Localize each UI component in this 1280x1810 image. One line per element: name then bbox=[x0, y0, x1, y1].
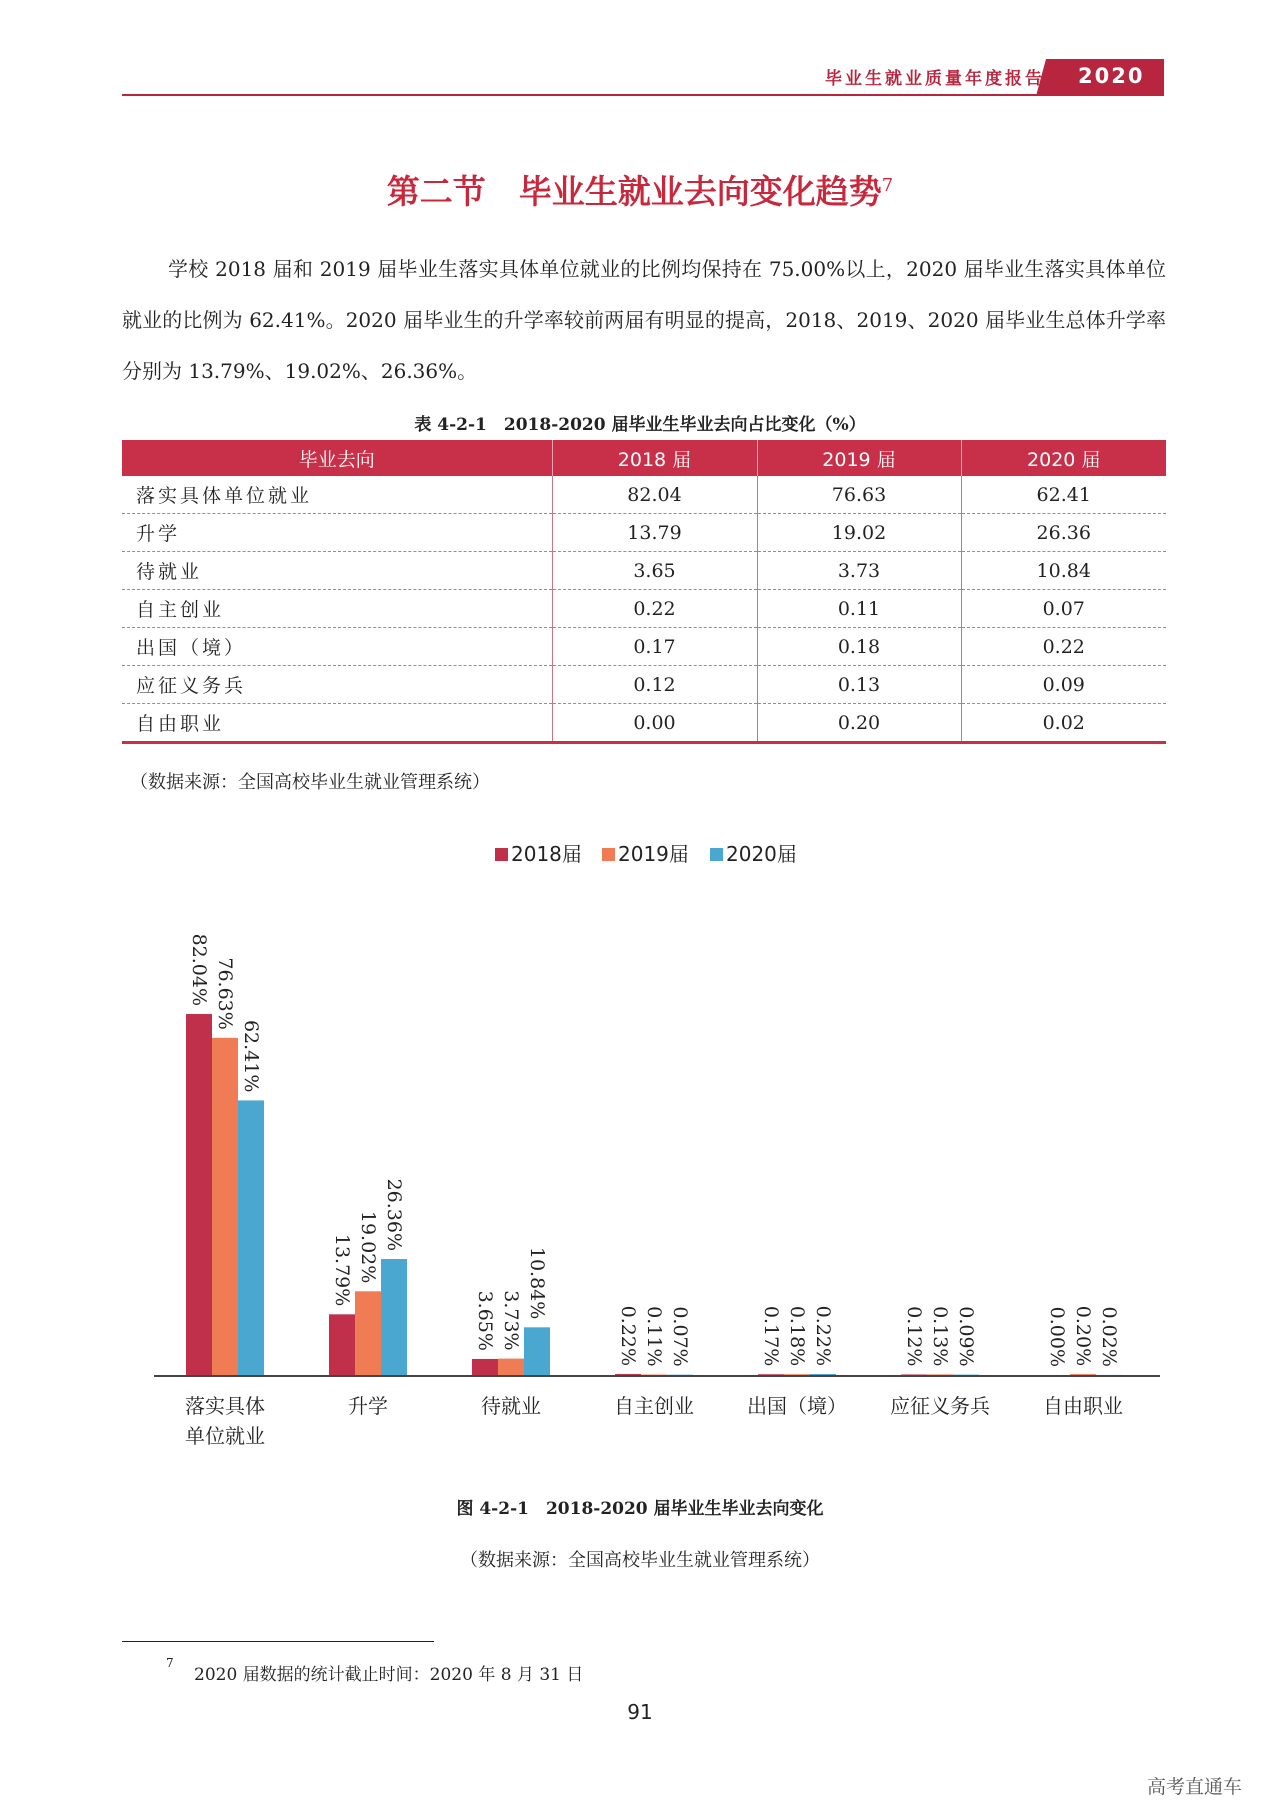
table-cell: 0.22 bbox=[552, 590, 757, 628]
chart-bar bbox=[381, 1259, 407, 1375]
table-row bbox=[122, 704, 1166, 743]
table-cell: 出国（境） bbox=[122, 628, 552, 666]
table-header-row bbox=[122, 440, 1166, 476]
table-cell: 0.07 bbox=[961, 590, 1166, 628]
table-cell: 82.04 bbox=[552, 476, 757, 514]
header-rule bbox=[122, 94, 1164, 96]
footnote-text: 2020 届数据的统计截止时间：2020 年 8 月 31 日 bbox=[194, 1665, 584, 1685]
bar-value-label: 26.36% bbox=[383, 1178, 405, 1252]
table-cell: 76.63 bbox=[757, 476, 961, 514]
table-cell: 13.79 bbox=[552, 514, 757, 552]
bar-value-label: 0.17% bbox=[760, 1305, 782, 1367]
bar-value-label: 76.63% bbox=[214, 957, 236, 1030]
table-cell: 19.02 bbox=[757, 514, 961, 552]
table-cell: 0.13 bbox=[757, 666, 961, 704]
chart-bar bbox=[186, 1014, 212, 1375]
bar-value-label: 82.04% bbox=[188, 933, 210, 1007]
bar-value-label: 0.07% bbox=[669, 1306, 691, 1367]
category-label: 单位就业 bbox=[185, 1424, 265, 1448]
bar-value-label: 0.13% bbox=[929, 1306, 951, 1367]
table-source-note: （数据来源：全国高校毕业生就业管理系统） bbox=[130, 772, 490, 793]
table-cell: 应征义务兵 bbox=[122, 666, 552, 704]
chart-bar bbox=[238, 1100, 264, 1375]
category-label: 待就业 bbox=[481, 1394, 541, 1418]
bar-value-label: 0.02% bbox=[1098, 1306, 1120, 1367]
bar-value-label: 0.11% bbox=[643, 1306, 665, 1367]
table-row bbox=[122, 666, 1166, 704]
table-cell: 自由职业 bbox=[122, 704, 552, 743]
table-cell: 0.22 bbox=[961, 628, 1166, 666]
bar-value-label: 13.79% bbox=[331, 1233, 353, 1307]
table-cell: 26.36 bbox=[961, 514, 1166, 552]
chart-bar bbox=[498, 1359, 524, 1375]
section-title-text: 第二节 毕业生就业去向变化趋势 bbox=[386, 172, 882, 211]
chart-bar bbox=[524, 1327, 550, 1375]
destination-bar-chart bbox=[140, 830, 1180, 1460]
table-row bbox=[122, 476, 1166, 514]
footnote-rule bbox=[122, 1641, 434, 1642]
bar-value-label: 62.41% bbox=[240, 1019, 262, 1093]
destination-table bbox=[122, 440, 1166, 744]
table-cell: 0.00 bbox=[552, 704, 757, 743]
table-cell: 3.65 bbox=[552, 552, 757, 590]
legend-label: 2019届 bbox=[618, 842, 689, 866]
table-cell: 落实具体单位就业 bbox=[122, 476, 552, 514]
legend-swatch bbox=[710, 848, 723, 861]
category-label: 自由职业 bbox=[1043, 1394, 1123, 1418]
legend-swatch bbox=[602, 848, 615, 861]
table-cell: 0.20 bbox=[757, 704, 961, 743]
watermark-text: 高考直通车 bbox=[1147, 1776, 1243, 1798]
bar-value-label: 0.09% bbox=[955, 1306, 977, 1367]
category-label: 落实具体 bbox=[185, 1394, 265, 1418]
chart-bar bbox=[329, 1314, 355, 1375]
chart-bar bbox=[212, 1038, 238, 1375]
bar-value-label: 0.20% bbox=[1072, 1305, 1094, 1367]
chart-bar bbox=[784, 1374, 810, 1375]
body-paragraph: 学校 2018 届和 2019 届毕业生落实具体单位就业的比例均保持在 75.00%以上，2020 届毕业生落实具体单位就业的比例为 62.41%。2020 届毕业生的升学率较前两届有明显的提高，2018、2019、2020 届毕业生总体升学率分别为 13.79%、19.02%、26.36%。 bbox=[122, 257, 1166, 383]
chart-bar bbox=[1070, 1374, 1096, 1375]
section-title bbox=[0, 166, 1280, 213]
figure-caption: 图 4-2-1 2018-2020 届毕业生毕业去向变化 bbox=[456, 1499, 824, 1519]
table-row bbox=[122, 552, 1166, 590]
table-cell: 待就业 bbox=[122, 552, 552, 590]
bar-value-label: 19.02% bbox=[357, 1210, 379, 1284]
table-row bbox=[122, 514, 1166, 552]
table-header-cell: 2018 届 bbox=[552, 440, 757, 476]
table-cell: 自主创业 bbox=[122, 590, 552, 628]
chart-bar bbox=[615, 1374, 641, 1375]
chart-bar bbox=[758, 1374, 784, 1375]
table-cell: 0.17 bbox=[552, 628, 757, 666]
header-title: 毕业生就业质量年度报告 bbox=[825, 69, 1045, 89]
table-cell: 0.09 bbox=[961, 666, 1166, 704]
category-label: 出国（境） bbox=[747, 1394, 847, 1418]
chart-bar bbox=[355, 1291, 381, 1375]
category-label: 自主创业 bbox=[614, 1394, 694, 1418]
footnote-mark: 7 bbox=[166, 1656, 174, 1670]
table-cell: 0.12 bbox=[552, 666, 757, 704]
table-header-cell: 2019 届 bbox=[757, 440, 961, 476]
table-cell: 0.02 bbox=[961, 704, 1166, 743]
table-cell: 0.11 bbox=[757, 590, 961, 628]
table-row bbox=[122, 590, 1166, 628]
page-number: 91 bbox=[627, 1700, 653, 1724]
table-cell: 0.18 bbox=[757, 628, 961, 666]
figure-source-note: （数据来源：全国高校毕业生就业管理系统） bbox=[460, 1550, 820, 1571]
bar-value-label: 0.22% bbox=[617, 1305, 639, 1367]
bar-value-label: 0.12% bbox=[903, 1306, 925, 1367]
bar-value-label: 3.73% bbox=[500, 1290, 522, 1351]
legend-label: 2020届 bbox=[726, 842, 797, 866]
footnote-reference: 7 bbox=[881, 175, 894, 196]
table-header-cell: 2020 届 bbox=[961, 440, 1166, 476]
chart-bar bbox=[927, 1374, 953, 1375]
category-label: 升学 bbox=[348, 1394, 388, 1418]
bar-value-label: 0.18% bbox=[786, 1305, 808, 1367]
table-cell: 升学 bbox=[122, 514, 552, 552]
chart-bar bbox=[901, 1374, 927, 1375]
table-header-cell: 毕业去向 bbox=[122, 440, 552, 476]
bar-value-label: 10.84% bbox=[526, 1246, 548, 1320]
category-label: 应征义务兵 bbox=[890, 1394, 990, 1418]
table-cell: 10.84 bbox=[961, 552, 1166, 590]
bar-value-label: 0.22% bbox=[812, 1305, 834, 1367]
legend-swatch bbox=[495, 848, 508, 861]
table-cell: 62.41 bbox=[961, 476, 1166, 514]
table-row bbox=[122, 628, 1166, 666]
table-caption: 表 4-2-1 2018-2020 届毕业生毕业去向占比变化（%） bbox=[414, 415, 866, 435]
bar-value-label: 3.65% bbox=[474, 1290, 496, 1351]
chart-bar bbox=[810, 1374, 836, 1375]
header-year: 2020 bbox=[1078, 64, 1145, 88]
chart-bar bbox=[472, 1359, 498, 1375]
legend-label: 2018届 bbox=[511, 842, 582, 866]
table-cell: 3.73 bbox=[757, 552, 961, 590]
bar-value-label: 0.00% bbox=[1046, 1306, 1068, 1367]
